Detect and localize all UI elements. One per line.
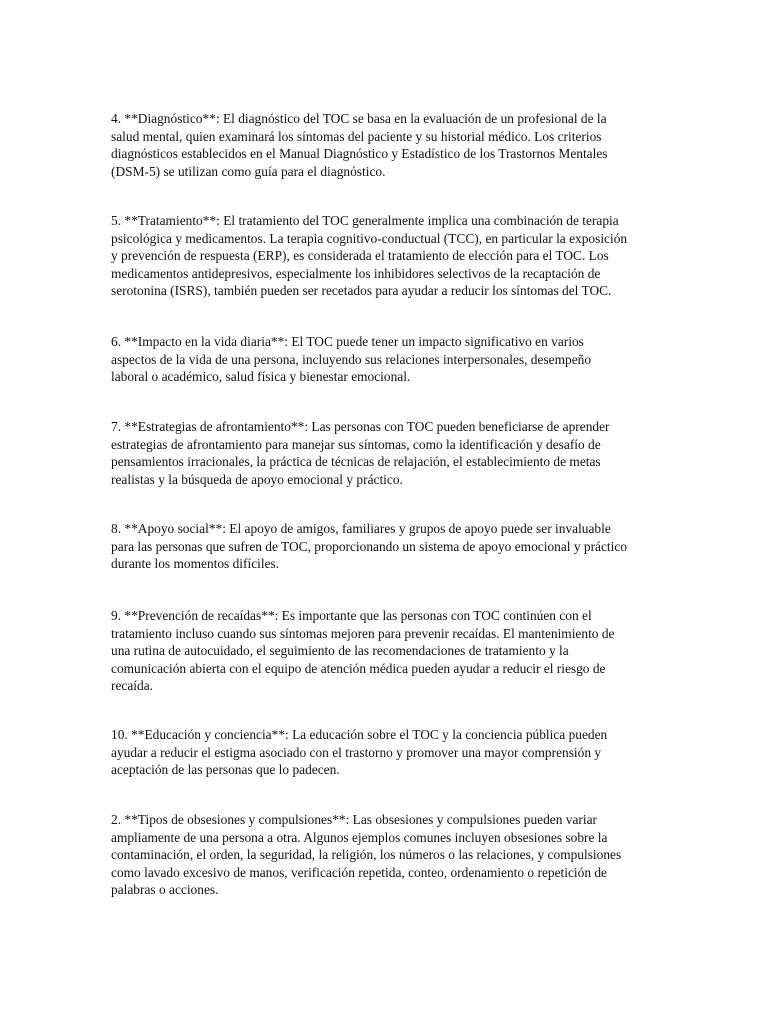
paragraph-tipos: [111, 811, 659, 899]
text-line: comunicación abierta con el equipo de atención médica pueden ayudar a reducir el riesgo de: [111, 660, 606, 676]
text-line: psicológica y medicamentos. La terapia cognitivo-conductual (TCC), en particular la exposición: [111, 230, 628, 246]
text-line: durante los momentos difíciles.: [111, 556, 280, 571]
text-line: 6. **Impacto en la vida diaria**: El TOC puede tener un impacto significativo en varios: [111, 334, 584, 349]
paragraph-tratamiento: [111, 212, 659, 300]
text-line: serotonina (ISRS), también pueden ser recetados para ayudar a reducir los síntomas del TOC.: [111, 283, 612, 298]
text-line: medicamentos antidepresivos, especialmente los inhibidores selectivos de la recaptación de: [111, 265, 601, 281]
text-line: recaída.: [111, 678, 153, 693]
text-line: contaminación, el orden, la seguridad, la religión, los números o las relaciones, y compulsiones: [111, 847, 622, 862]
text-line: para las personas que sufren de TOC, proporcionando un sistema de apoyo emocional y práctico: [111, 538, 628, 554]
text-line: 8. **Apoyo social**: El apoyo de amigos, familiares y grupos de apoyo puede ser invaluable: [111, 521, 611, 536]
paragraph-diagnostico: [111, 110, 659, 180]
text-line: 9. **Prevención de recaídas**: Es importante que las personas con TOC continúen con el: [111, 608, 592, 623]
text-line: 7. **Estrategias de afrontamiento**: Las personas con TOC pueden beneficiarse de aprender: [111, 419, 610, 434]
paragraph-educacion: [111, 726, 659, 779]
text-line: pensamientos irracionales, la práctica de técnicas de relajación, el establecimiento de metas: [111, 454, 601, 469]
text-line: salud mental, quien examinará los síntomas del paciente y su historial médico. Los criterios: [111, 128, 602, 144]
text-line: tratamiento incluso cuando sus síntomas mejoren para prevenir recaídas. El mantenimiento de: [111, 625, 615, 641]
text-line: 2. **Tipos de obsesiones y compulsiones**: Las obsesiones y compulsiones pueden variar: [111, 812, 597, 827]
paragraph-apoyo-social: [111, 520, 659, 573]
text-line: diagnósticos establecidos en el Manual Diagnóstico y Estadístico de los Trastornos Mentales: [111, 146, 608, 161]
text-line: aspectos de la vida de una persona, incluyendo sus relaciones interpersonales, desempeño: [111, 351, 592, 367]
text-line: realistas y la búsqueda de apoyo emocional y práctico.: [111, 471, 403, 487]
paragraph-estrategias: [111, 418, 659, 488]
text-line: ayudar a reducir el estigma asociado con el trastorno y promover una mayor comprensión y: [111, 744, 602, 760]
text-line: una rutina de autocuidado, el seguimiento de las recomendaciones de tratamiento y la: [111, 643, 569, 658]
text-line: 10. **Educación y conciencia**: La educación sobre el TOC y la conciencia pública pueden: [111, 727, 608, 742]
text-line: 5. **Tratamiento**: El tratamiento del TOC generalmente implica una combinación de terapia: [111, 213, 619, 228]
text-line: y prevención de respuesta (ERP), es considerada el tratamiento de elección para el TOC. Los: [111, 248, 609, 263]
text-line: (DSM-5) se utilizan como guía para el diagnóstico.: [111, 163, 386, 179]
text-line: palabras o acciones.: [111, 882, 219, 897]
text-line: estrategias de afrontamiento para manejar sus síntomas, como la identificación y desafío de: [111, 436, 601, 452]
text-line: ampliamente de una persona a otra. Algunos ejemplos comunes incluyen obsesiones sobre la: [111, 829, 608, 845]
text-line: aceptación de las personas que lo padecen.: [111, 762, 340, 777]
paragraph-prevencion: [111, 607, 659, 695]
text-line: 4. **Diagnóstico**: El diagnóstico del TOC se basa en la evaluación de un profesional de la: [111, 111, 607, 126]
text-line: laboral o académico, salud física y bienestar emocional.: [111, 369, 411, 384]
paragraph-impacto: [111, 333, 659, 386]
text-line: como lavado excesivo de manos, verificación repetida, conteo, ordenamiento o repetición de: [111, 864, 608, 880]
